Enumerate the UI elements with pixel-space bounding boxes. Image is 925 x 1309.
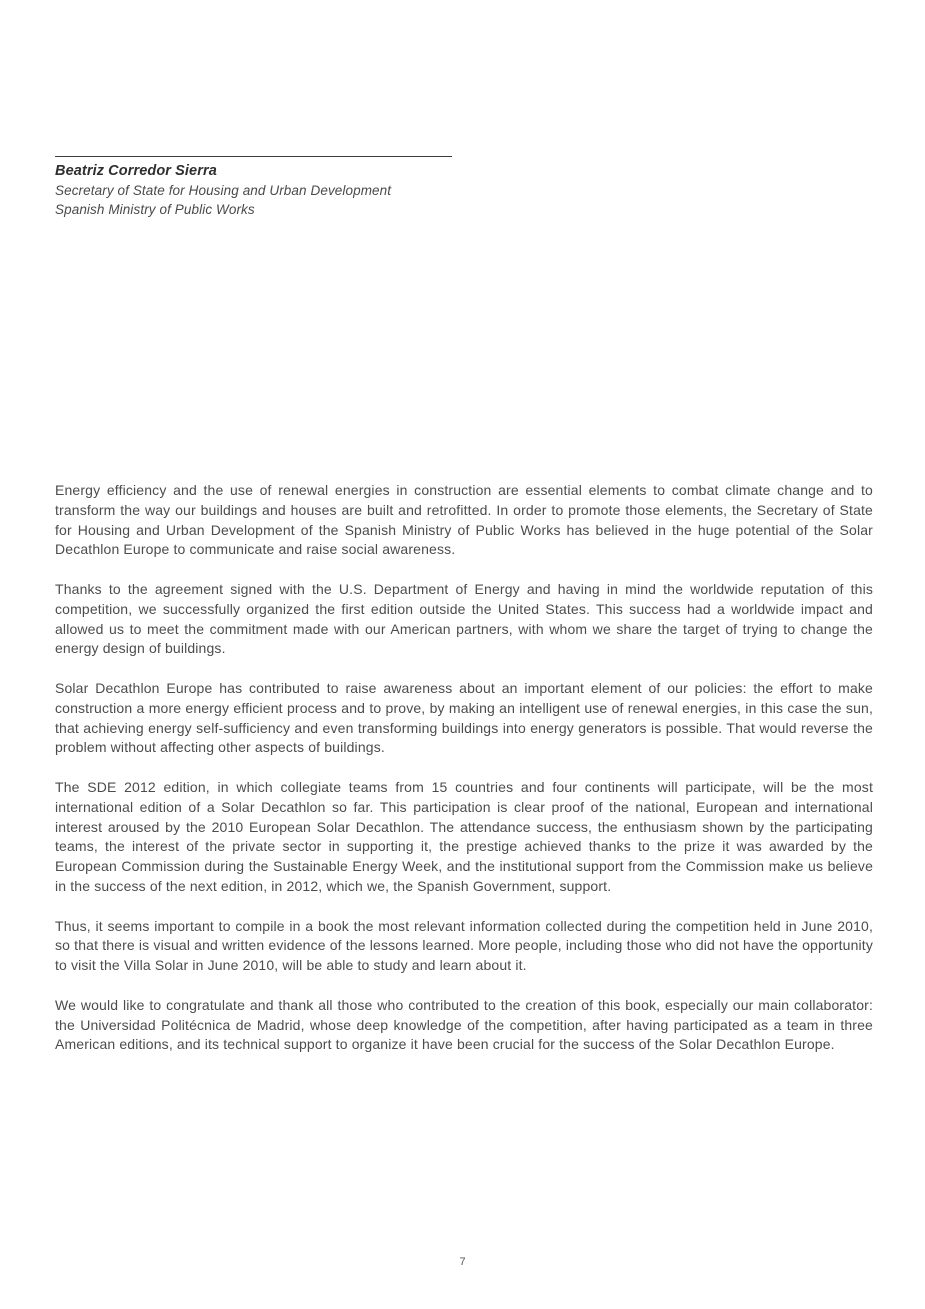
page-number: 7 <box>459 1256 466 1268</box>
paragraph-4: The SDE 2012 edition, in which collegiate teams from 15 countries and four continents will participate, will be the most international edition of a Solar Decathlon so far. This participation is clear proof of the national, European and international interest aroused by the 2010 European Solar Decathlon. The attendance success, the enthusiasm shown by the participating teams, the interest of the private sector in supporting it, the prestige achieved thanks to the prize it was awarded by the European Commission during the Sustainable Energy Week, and the institutional support from the Commission make us believe in the success of the next edition, in 2012, which we, the Spanish Government, support. <box>55 778 873 894</box>
author-organization: Spanish Ministry of Public Works <box>55 202 255 217</box>
paragraph-5: Thus, it seems important to compile in a book the most relevant information collected during the competition held in June 2010, so that there is visual and written evidence of the lessons learned. More people, including those who did not have the opportunity to visit the Villa Solar in June 2010, will be able to study and learn about it. <box>55 917 873 974</box>
paragraph-3: Solar Decathlon Europe has contributed to raise awareness about an important element of our policies: the effort to make construction a more energy efficient process and to prove, by making an intelligent use of renewal energies, in this case the sun, that achieving energy self-sufficiency and even transforming buildings into energy generators is possible. That would reverse the problem without affecting other aspects of buildings. <box>55 679 873 756</box>
author-title: Secretary of State for Housing and Urban Development <box>55 183 392 198</box>
body-text <box>55 481 873 1055</box>
paragraph-1: Energy efficiency and the use of renewal energies in construction are essential elements to combat climate change and to transform the way our buildings and houses are built and retrofitted. In order to promote those elements, the Secretary of State for Housing and Urban Development of the Spanish Ministry of Public Works has believed in the huge potential of the Solar Decathlon Europe to communicate and raise social awareness. <box>55 482 873 558</box>
author-block <box>55 156 455 219</box>
paragraph-6: We would like to congratulate and thank all those who contributed to the creation of this book, especially our main collaborator: the Universidad Politécnica de Madrid, whose deep knowledge of the competition, after having participated as a team in three American editions, and its technical support to organize it have been crucial for the success of the Solar Decathlon Europe. <box>55 996 873 1053</box>
signature-rule <box>55 156 452 157</box>
author-name: Beatriz Corredor Sierra <box>55 163 217 179</box>
paragraph-2: Thanks to the agreement signed with the U.S. Department of Energy and having in mind the worldwide reputation of this competition, we successfully organized the first edition outside the United States. This success had a worldwide impact and allowed us to meet the commitment made with our American partners, with whom we share the target of trying to change the energy design of buildings. <box>55 580 873 657</box>
